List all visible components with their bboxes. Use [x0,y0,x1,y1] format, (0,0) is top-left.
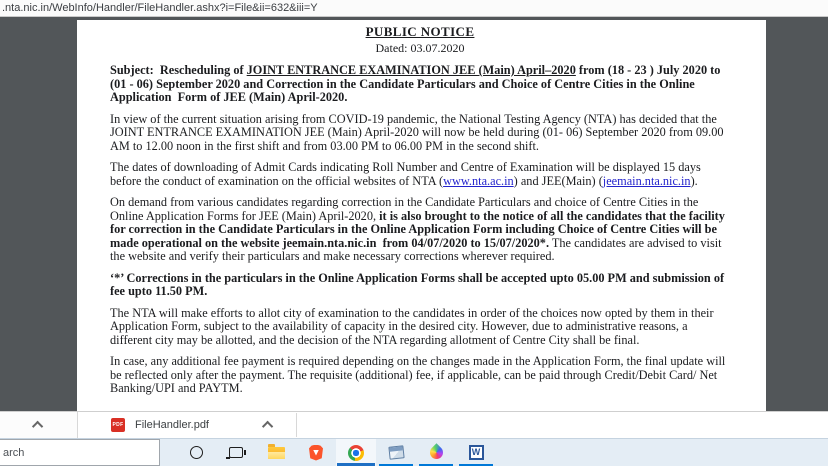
shelf-divider [296,413,297,437]
notice-title: PUBLIC NOTICE [365,24,475,39]
taskbar-button-file-explorer[interactable] [256,439,296,466]
chevron-up-icon [31,421,42,432]
pdf-file-icon: PDF [111,418,125,432]
cortana-circle-icon [186,443,206,463]
brave-icon [306,443,326,463]
downloaded-file-button[interactable] [111,418,209,432]
address-bar[interactable] [0,0,828,17]
taskbar-button-paint-3d[interactable] [416,439,456,466]
taskbar-button-task-view[interactable] [216,439,256,466]
file-menu-chevron-icon[interactable] [262,421,273,432]
paragraph: The NTA will make efforts to allot city of examination to the candidates in order of the choices now opted by them in their Application Form, subject to the availability of capacity in the desired city. However, due to administrative reasons, a different city may be allotted, and the decision of the NTA regarding allotment of Centre City shall be final. [110,305,716,347]
hyperlink[interactable]: jeemain.nta.nic.in [602,173,691,188]
taskbar-button-notepad[interactable] [376,439,416,466]
taskbar-button-chrome[interactable] [336,439,376,466]
taskbar-search-box[interactable] [0,439,160,466]
hyperlink[interactable]: www.nta.ac.in [443,173,514,188]
paint-3d-icon [426,443,446,463]
pdf-page [77,20,766,411]
paragraph: Subject: Rescheduling of JOINT ENTRANCE EXAMINATION JEE (Main) April–2020 from (18 - 23 ) July 2020 to (01 - 06) September 2020 and Correction in the Candidate Particulars and Choice of Centre Cities in the Online Application Form of JEE (Main) April-2020. [110,63,727,104]
taskbar-button-cortana[interactable] [176,439,216,466]
document-paragraphs [110,64,730,396]
shelf-collapse-button[interactable] [0,412,78,438]
task-view-icon [226,443,246,463]
paragraph: On demand from various candidates regarding correction in the Candidate Particulars and choice of Centre Cities in the Online Application Forms for JEE (Main) April-2020, it is also brought to the notice of all the candidates that the facility for correction in the Candidate Particulars in the Online Application Form including Choice of Centre Cities will be made operational on the website jeemain.nta.nic.in from 04/07/2020 to 15/07/2020*. The candidates are advised to visit the website and verify their particulars and make necessary corrections wherever required. [110,195,728,263]
pdf-viewer [0,18,828,411]
taskbar-search-text: arch [3,446,25,459]
taskbar [0,438,828,466]
downloaded-file-name: FileHandler.pdf [135,419,209,431]
paragraph: The dates of downloading of Admit Cards indicating Roll Number and Centre of Examination will be displayed 15 days before the conduct of examination on the official websites of NTA (www.nta.ac.in) and JEE(Main) (jeemain.nta.nic.in). [110,160,704,188]
paragraph: In view of the current situation arising from COVID-19 pandemic, the National Testing Agency (NTA) has decided that the JOINT ENTRANCE EXAMINATION JEE (Main) April-2020 will now be held during (01- 06) September 2020 from 09.00 AM to 12.00 noon in the first shift and from 03.00 PM to 06.00 PM in the second shift. [110,111,726,153]
taskbar-button-brave[interactable] [296,439,336,466]
chrome-icon [346,443,366,463]
taskbar-icons [176,439,496,466]
paragraph: In case, any additional fee payment is required depending on the changes made in the Application Form, the final update will be reflected only after the payment. The requisite (additional) fee, if applicable, can be paid through Credit/Debit Card/ Net Banking/UPI and PAYTM. [110,354,729,395]
word-icon: W [466,443,486,463]
address-url: .nta.nic.in/WebInfo/Handler/FileHandler.ashx?i=File&ii=632&iii=Y [2,2,318,14]
download-shelf [0,411,828,438]
notice-date: Dated: 03.07.2020 [375,41,465,55]
notepad-icon [386,443,406,463]
taskbar-button-word[interactable] [456,439,496,466]
paragraph: ‘*’ Corrections in the particulars in the Online Application Forms shall be accepted upto 05.00 PM and submission of fee upto 11.50 PM. [110,270,728,298]
folder-icon [266,443,286,463]
